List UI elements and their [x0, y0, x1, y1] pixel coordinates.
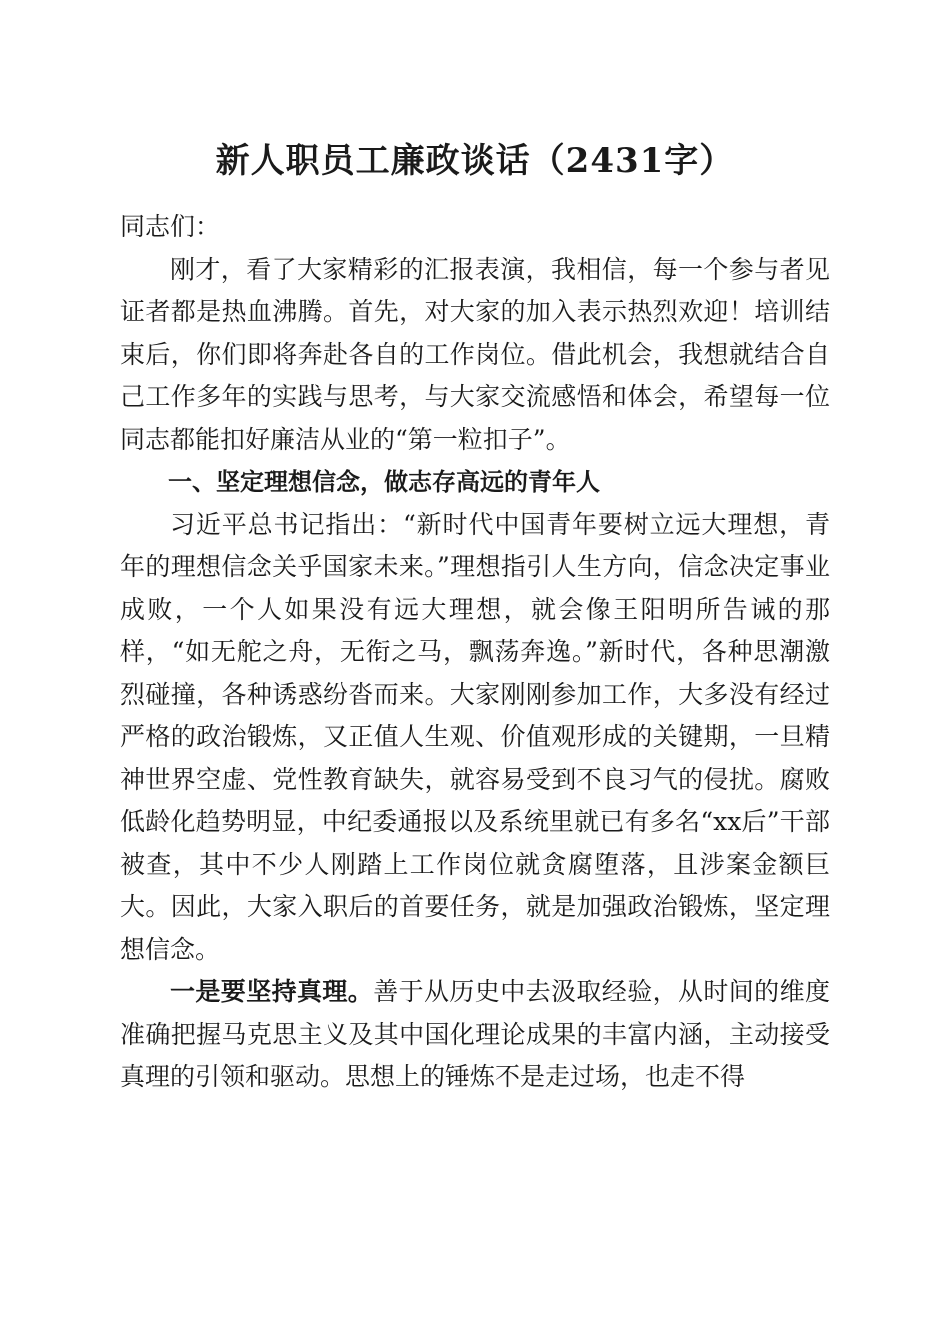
paragraph-truth [120, 971, 830, 1099]
document-title: 新人职员工廉政谈话（2431字） [215, 141, 735, 181]
document-body [120, 206, 830, 1099]
paragraph-truth-text: 善于从历史中去汲取经验，从时间的维度准确把握马克思主义及其中国化理论成果的丰富内涵，主动接受真理的引领和驱动。思想上的锤炼不是走过场，也走不得 [120, 977, 830, 1091]
paragraph-lead: 一是要坚持真理。 [170, 977, 374, 1006]
paragraph-ideals: 习近平总书记指出：“新时代中国青年要树立远大理想，青年的理想信念关乎国家未来。”理想指引人生方向，信念决定事业成败，一个人如果没有远大理想，就会像王阳明所告诫的那样，“如无舵之舟，无衔之马，飘荡奔逸。”新时代，各种思潮激烈碰撞，各种诱惑纷沓而来。大家刚刚参加工作，大多没有经过严格的政治锻炼，又正值人生观、价值观形成的关键期，一旦精神世界空虚、党性教育缺失，就容易受到不良习气的侵扰。腐败低龄化趋势明显，中纪委通报以及系统里就已有多名“xx后”干部被查，其中不少人刚踏上工作岗位就贪腐堕落，且涉案金额巨大。因此，大家入职后的首要任务，就是加强政治锻炼，坚定理想信念。 [120, 509, 830, 964]
greeting: 同志们： [120, 212, 221, 241]
section-heading-1: 一、坚定理想信念，做志存高远的青年人 [168, 468, 600, 496]
paragraph-intro: 刚才，看了大家精彩的汇报表演，我相信，每一个参与者见证者都是热血沸腾。首先，对大家的加入表示热烈欢迎！培训结束后，你们即将奔赴各自的工作岗位。借此机会，我想就结合自己工作多年的实践与思考，与大家交流感悟和体会，希望每一位同志都能扣好廉洁从业的“第一粒扣子”。 [120, 254, 830, 454]
